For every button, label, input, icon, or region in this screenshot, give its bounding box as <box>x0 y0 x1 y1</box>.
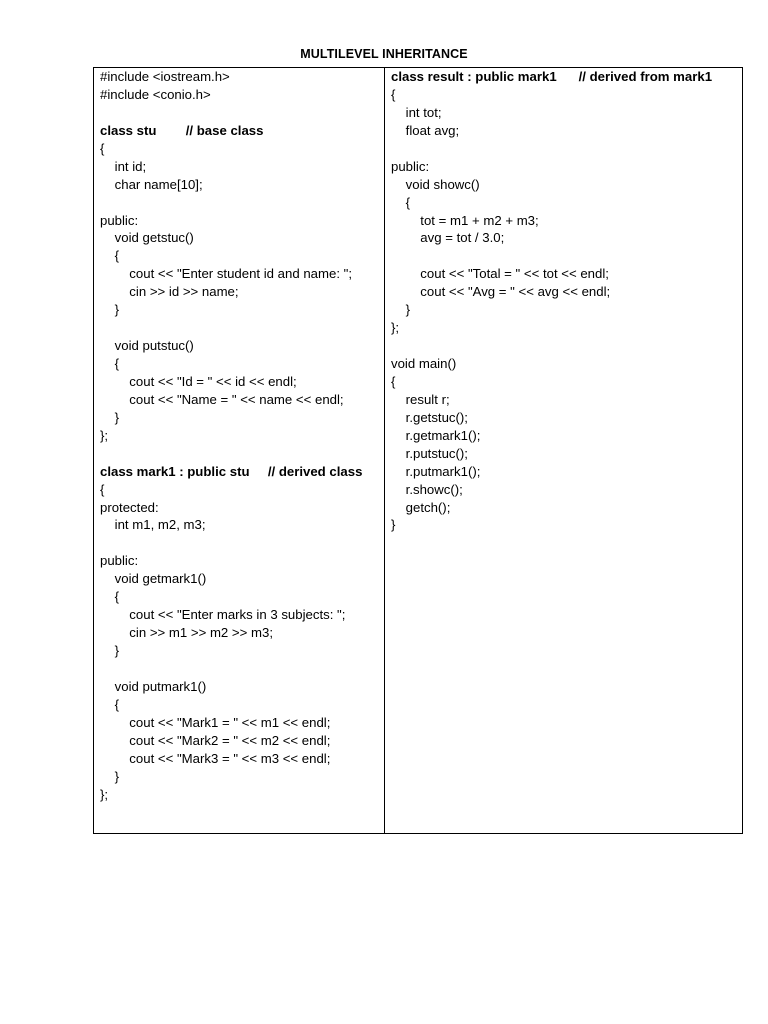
code-line: getch(); <box>391 499 451 515</box>
code-line: }; <box>391 320 400 336</box>
code-line: public: <box>391 158 430 174</box>
code-line: void putstuc() <box>100 338 194 354</box>
code-line: { <box>391 194 411 210</box>
code-line <box>391 337 742 355</box>
code-line: { <box>100 140 105 156</box>
code-line: } <box>100 409 120 425</box>
code-line: }; <box>100 786 109 802</box>
code-line: } <box>391 517 396 533</box>
code-line: cout << "Id = " << id << endl; <box>100 373 297 389</box>
code-line: { <box>100 356 120 371</box>
code-line: cin >> m1 >> m2 >> m3; <box>100 625 273 641</box>
code-line: protected: <box>100 499 159 515</box>
code-line: cout << "Total = " << tot << endl; <box>391 266 609 282</box>
code-line: class result : public mark1 // derived from mark1 <box>391 69 713 84</box>
code-line: void showc() <box>391 176 480 192</box>
right-code-column <box>385 68 742 833</box>
code-line: public: <box>100 212 139 228</box>
code-line: int tot; <box>391 104 442 120</box>
code-line: cout << "Name = " << name << endl; <box>100 391 344 407</box>
code-line: r.showc(); <box>391 481 463 497</box>
code-line: cout << "Mark1 = " << m1 << endl; <box>100 714 331 730</box>
code-line: public: <box>100 553 139 569</box>
code-line <box>391 247 742 265</box>
code-line <box>100 319 384 337</box>
code-line: #include <iostream.h> <box>100 69 230 84</box>
code-line: { <box>100 696 120 712</box>
code-line: float avg; <box>391 122 460 138</box>
code-line: tot = m1 + m2 + m3; <box>391 212 539 228</box>
code-line: { <box>100 589 120 605</box>
code-line: result r; <box>391 391 450 407</box>
code-line: } <box>391 302 411 318</box>
code-line: }; <box>100 427 109 443</box>
code-line: class stu // base class <box>100 122 264 138</box>
code-line: cout << "Avg = " << avg << endl; <box>391 284 611 300</box>
code-line: { <box>391 373 396 389</box>
code-line: r.getstuc(); <box>391 409 468 425</box>
code-line: } <box>100 643 120 658</box>
code-line: } <box>100 768 120 784</box>
code-line: cout << "Enter marks in 3 subjects: "; <box>100 607 346 623</box>
code-line: void putmark1() <box>100 678 207 694</box>
code-line: avg = tot / 3.0; <box>391 230 505 246</box>
code-line: cin >> id >> name; <box>100 284 239 300</box>
code-line: cout << "Enter student id and name: "; <box>100 266 353 282</box>
code-line <box>100 194 384 212</box>
left-code-column <box>94 68 385 833</box>
code-table <box>93 67 743 834</box>
code-line: r.getmark1(); <box>391 427 481 443</box>
code-line: r.putmark1(); <box>391 463 481 479</box>
code-line: int id; <box>100 158 147 174</box>
code-line: void main() <box>391 356 457 371</box>
code-line: char name[10]; <box>100 176 203 192</box>
code-line: { <box>100 248 120 264</box>
code-line <box>100 104 384 122</box>
code-line: r.putstuc(); <box>391 445 468 461</box>
code-line: void getmark1() <box>100 571 207 587</box>
code-line: class mark1 : public stu // derived class <box>100 463 363 479</box>
code-line: } <box>100 302 120 318</box>
code-line <box>100 534 384 552</box>
code-line: int m1, m2, m3; <box>100 517 206 533</box>
code-line: cout << "Mark2 = " << m2 << endl; <box>100 732 331 748</box>
code-line: { <box>100 481 105 497</box>
code-line: #include <conio.h> <box>100 86 211 102</box>
code-line: { <box>391 86 396 102</box>
code-line <box>100 445 384 463</box>
code-line <box>391 140 742 158</box>
code-line: void getstuc() <box>100 230 194 246</box>
code-line: cout << "Mark3 = " << m3 << endl; <box>100 750 331 766</box>
code-line <box>100 660 384 678</box>
page-title: MULTILEVEL INHERITANCE <box>300 47 468 61</box>
